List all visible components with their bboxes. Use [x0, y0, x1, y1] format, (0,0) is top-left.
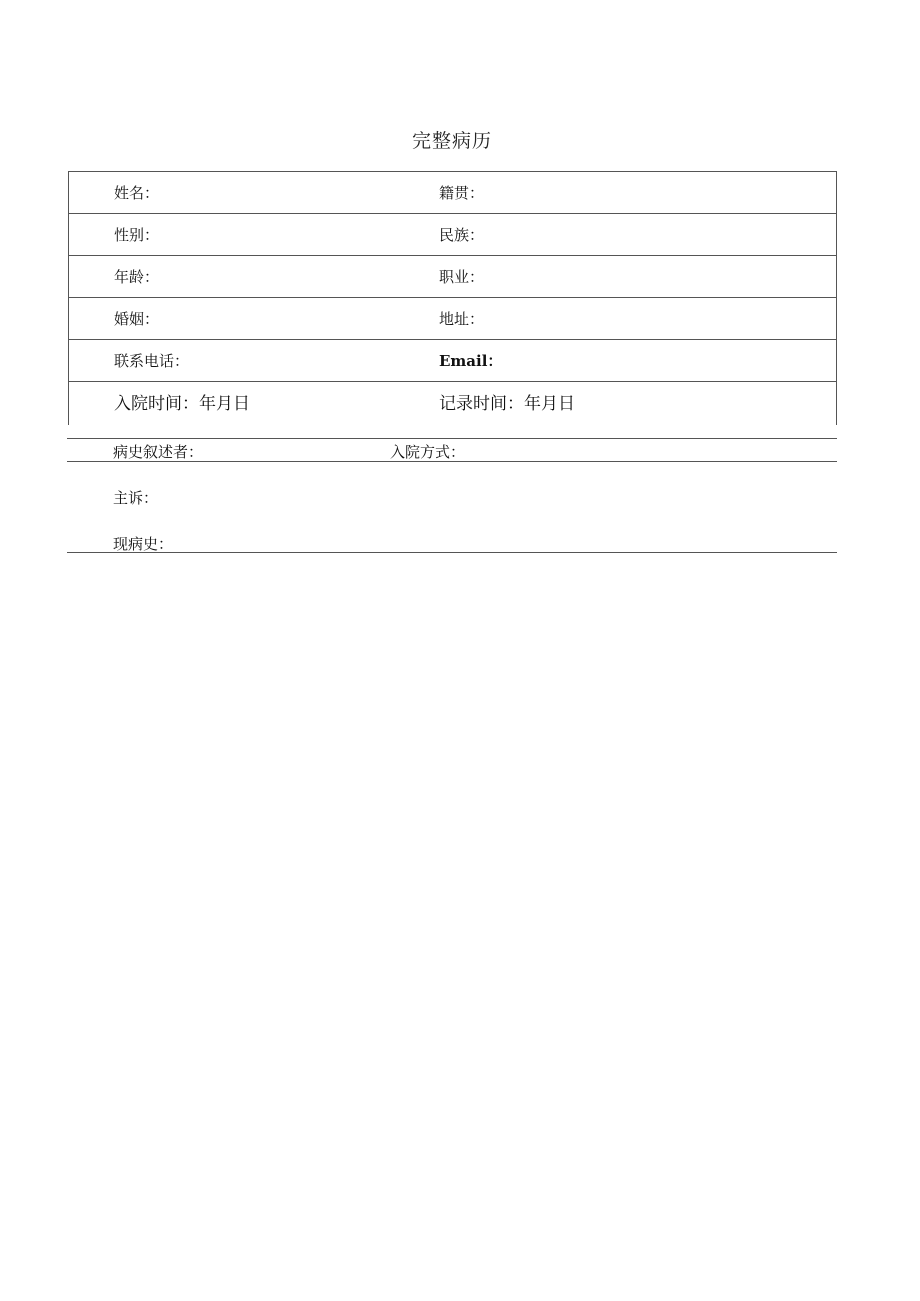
present-illness-label: 现病史： — [113, 535, 174, 553]
document-title: 完整病历 — [411, 130, 492, 152]
patient-info-table — [68, 171, 837, 425]
divider-line — [67, 461, 837, 462]
address-label: 地址： — [439, 310, 485, 328]
table-row — [69, 172, 836, 214]
table-row — [69, 214, 836, 256]
chief-complaint-label: 主诉： — [113, 489, 159, 507]
gender-label: 性别： — [114, 226, 160, 244]
marital-status-label: 婚姻： — [114, 310, 160, 328]
name-label: 姓名： — [114, 184, 160, 202]
table-row — [69, 298, 836, 340]
table-row — [69, 256, 836, 298]
occupation-label: 职业： — [439, 268, 485, 286]
age-label: 年龄： — [114, 268, 160, 286]
admission-mode-label: 入院方式： — [390, 443, 466, 461]
history-narrator-label: 病史叙述者： — [113, 443, 204, 461]
phone-label: 联系电话： — [114, 352, 190, 370]
email-label: Email： — [439, 352, 503, 370]
divider-line — [67, 438, 837, 439]
ethnicity-label: 民族： — [439, 226, 485, 244]
table-row — [69, 382, 836, 425]
table-row — [69, 340, 836, 382]
record-time-label: 记录时间：年月日 — [439, 394, 575, 414]
native-place-label: 籍贯： — [439, 184, 485, 202]
divider-line — [67, 552, 837, 553]
admission-time-label: 入院时间：年月日 — [114, 394, 250, 414]
